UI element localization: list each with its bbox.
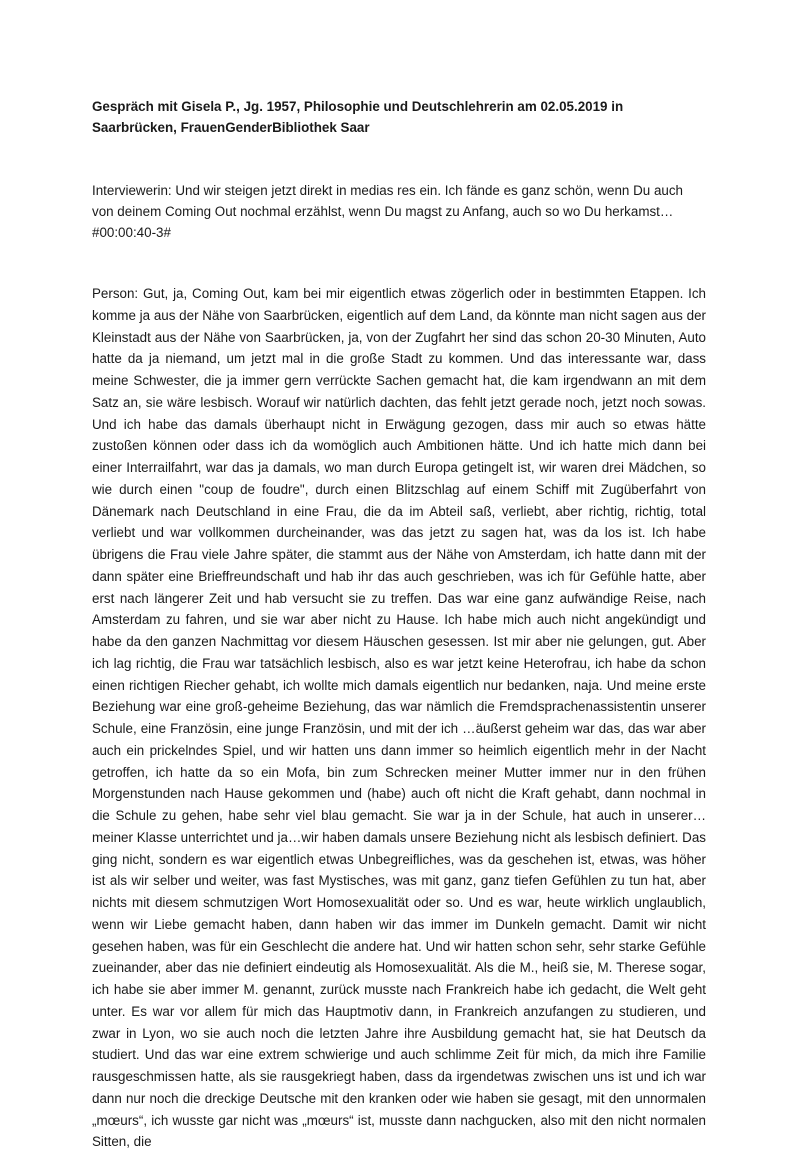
document-title: Gespräch mit Gisela P., Jg. 1957, Philosophie und Deutschlehrerin am 02.05.2019 in Saarbrücken, FrauenGenderBibliothek Saar <box>92 99 624 135</box>
document-content <box>92 96 706 1153</box>
interviewee-answer: Person: Gut, ja, Coming Out, kam bei mir eigentlich etwas zögerlich oder in bestimmten Etappen. Ich komme ja aus der Nähe von Saarbrücken, eigentlich auf dem Land, da könnte man nicht sagen aus der Kleinstadt aus der Nähe von Saarbrücken, ja, von der Zugfahrt her sind das schon 20-30 Minuten, Auto hatte da ja niemand, um jetzt mal in die große Stadt zu kommen. Und das interessante war, dass meine Schwester, die ja immer gern verrückte Sachen gemacht hat, die kam irgendwann an mit dem Satz an, sie wäre lesbisch. Worauf wir natürlich dachten, das fehlt jetzt gerade noch, jetzt noch sowas. Und ich habe das damals überhaupt nicht in Erwägung gezogen, dass mir auch so etwas hätte zustoßen können oder dass ich da womöglich auch Ambitionen hätte. Und ich hatte mich dann bei einer Interrailfahrt, war das ja damals, wo man durch Europa getingelt ist, wir waren drei Mädchen, so wie durch einen "coup de foudre", durch einen Blitzschlag auf einem Schiff mit Zugüberfahrt von Dänemark nach Deutschland in eine Frau, die da im Abteil saß, verliebt, aber richtig, richtig, total verliebt und war vollkommen durcheinander, was das jetzt zu sagen hat, was da los ist. Ich habe übrigens die Frau viele Jahre später, die stammt aus der Nähe von Amsterdam, ich hatte dann mit der dann später eine Brieffreundschaft und hab ihr das auch geschrieben, was ich für Gefühle hatte, aber erst nach längerer Zeit und hab versucht sie zu treffen. Das war eine ganz aufwändige Reise, nach Amsterdam zu fahren, und sie war aber nicht zu Hause. Ich habe mich auch nicht angekündigt und habe da den ganzen Nachmittag vor diesem Häuschen gesessen. Ist mir aber nie gelungen, gut. Aber ich lag richtig, die Frau war tatsächlich lesbisch, also es war jetzt keine Heterofrau, ich habe da schon einen richtigen Riecher gehabt, ich wollte mich damals eigentlich nur bedanken, naja. Und meine erste Beziehung war eine groß-geheime Beziehung, das war nämlich die Fremdsprachenassistentin unserer Schule, eine Französin, eine junge Französin, und mit der ich …äußerst geheim war das, das war aber auch ein prickelndes Spiel, und wir hatten uns dann immer so heimlich eigentlich mehr in der Nacht getroffen, ich hatte da so ein Mofa, bin zum Schrecken meiner Mutter immer nur in den frühen Morgenstunden nach Hause gekommen und (habe) auch oft nicht die Kraft gehabt, dann nochmal in die Schule zu gehen, habe sehr viel blau gemacht. Sie war ja in der Schule, hat auch in unserer…meiner Klasse unterrichtet und ja…wir haben damals unsere Beziehung nicht als lesbisch definiert. Das ging nicht, sondern es war eigentlich etwas Unbegreifliches, was da geschehen ist, etwas, was höher ist als wir selber und weiter, was fast Mystisches, was mit ganz, ganz tiefen Gefühlen zu tun hat, aber nichts mit diesem schmutzigen Wort Homosexualität oder so. Und es war, heute wirklich unglaublich, wenn wir Liebe gemacht haben, dann haben wir das immer im Dunkeln gemacht. Damit wir nicht gesehen haben, was für ein Geschlecht die andere hat. Und wir hatten schon sehr, sehr starke Gefühle zueinander, aber das nie definiert eindeutig als Homosexualität. Als die M., heiß sie, M. Therese sogar, ich habe sie aber immer M. genannt, zurück musste nach Frankreich habe ich gedacht, die Welt geht unter. Es war vor allem für mich das Hauptmotiv dann, in Frankreich anzufangen zu studieren, und zwar in Lyon, wo sie auch noch die letzten Jahre ihre Ausbildung gemacht hat, sie hat Deutsch da studiert. Und das war eine extrem schwierige und auch schlimme Zeit für mich, da mich ihre Familie rausgeschmissen hatte, als sie rausgekriegt haben, dass da irgendetwas zwischen uns ist und ich war dann nur noch die dreckige Deutsche mit den kranken oder wie haben sie gesagt, mit den unnormalen „mœurs“, ich wusste gar nicht was „mœurs“ ist, musste dann nachgucken, also mit den nicht normalen Sitten, die <box>92 286 706 1150</box>
interviewer-question: Interviewerin: Und wir steigen jetzt direkt in medias res ein. Ich fände es ganz schön, wenn Du auch von deinem Coming Out nochmal erzählst, wenn Du magst zu Anfang, auch so wo Du herkamst… #00:00:40-3# <box>92 183 683 240</box>
